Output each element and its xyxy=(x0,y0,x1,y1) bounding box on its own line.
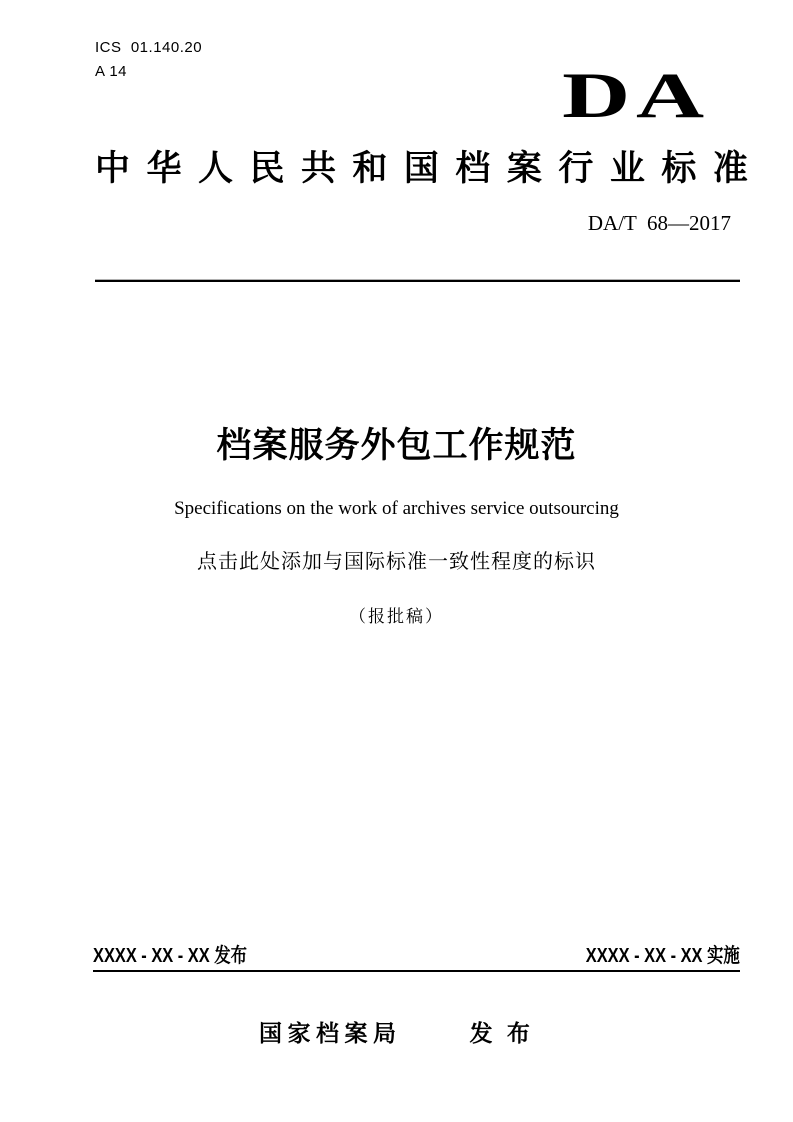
standard-name: 中 华 人 民 共 和 国 档 案 行 业 标 准 xyxy=(95,149,748,188)
classification-code: A 14 xyxy=(95,63,128,80)
consistency-degree-placeholder[interactable]: 点击此处添加与国际标准一致性程度的标识 xyxy=(197,551,596,573)
document-title-en: Specifications on the work of archives service outsourcing xyxy=(174,498,619,519)
dates-row xyxy=(93,943,740,969)
issuer-row xyxy=(0,1018,793,1048)
issue-label: 发 布 xyxy=(469,1020,534,1046)
implement-date: XXXX - XX - XX 实施 xyxy=(585,945,740,967)
draft-status: （报批稿） xyxy=(349,607,444,626)
da-logo: DA xyxy=(562,60,710,132)
header-divider-rule xyxy=(95,279,740,282)
release-date: XXXX - XX - XX 发布 xyxy=(93,945,248,967)
document-title-cn: 档案服务外包工作规范 xyxy=(216,426,577,465)
ics-block xyxy=(95,36,202,84)
ics-code: ICS 01.140.20 xyxy=(95,39,203,56)
issuer-name: 国家档案局 xyxy=(259,1020,402,1046)
standard-number: DA/T 68—2017 xyxy=(587,211,731,235)
footer-divider-rule xyxy=(93,970,740,972)
